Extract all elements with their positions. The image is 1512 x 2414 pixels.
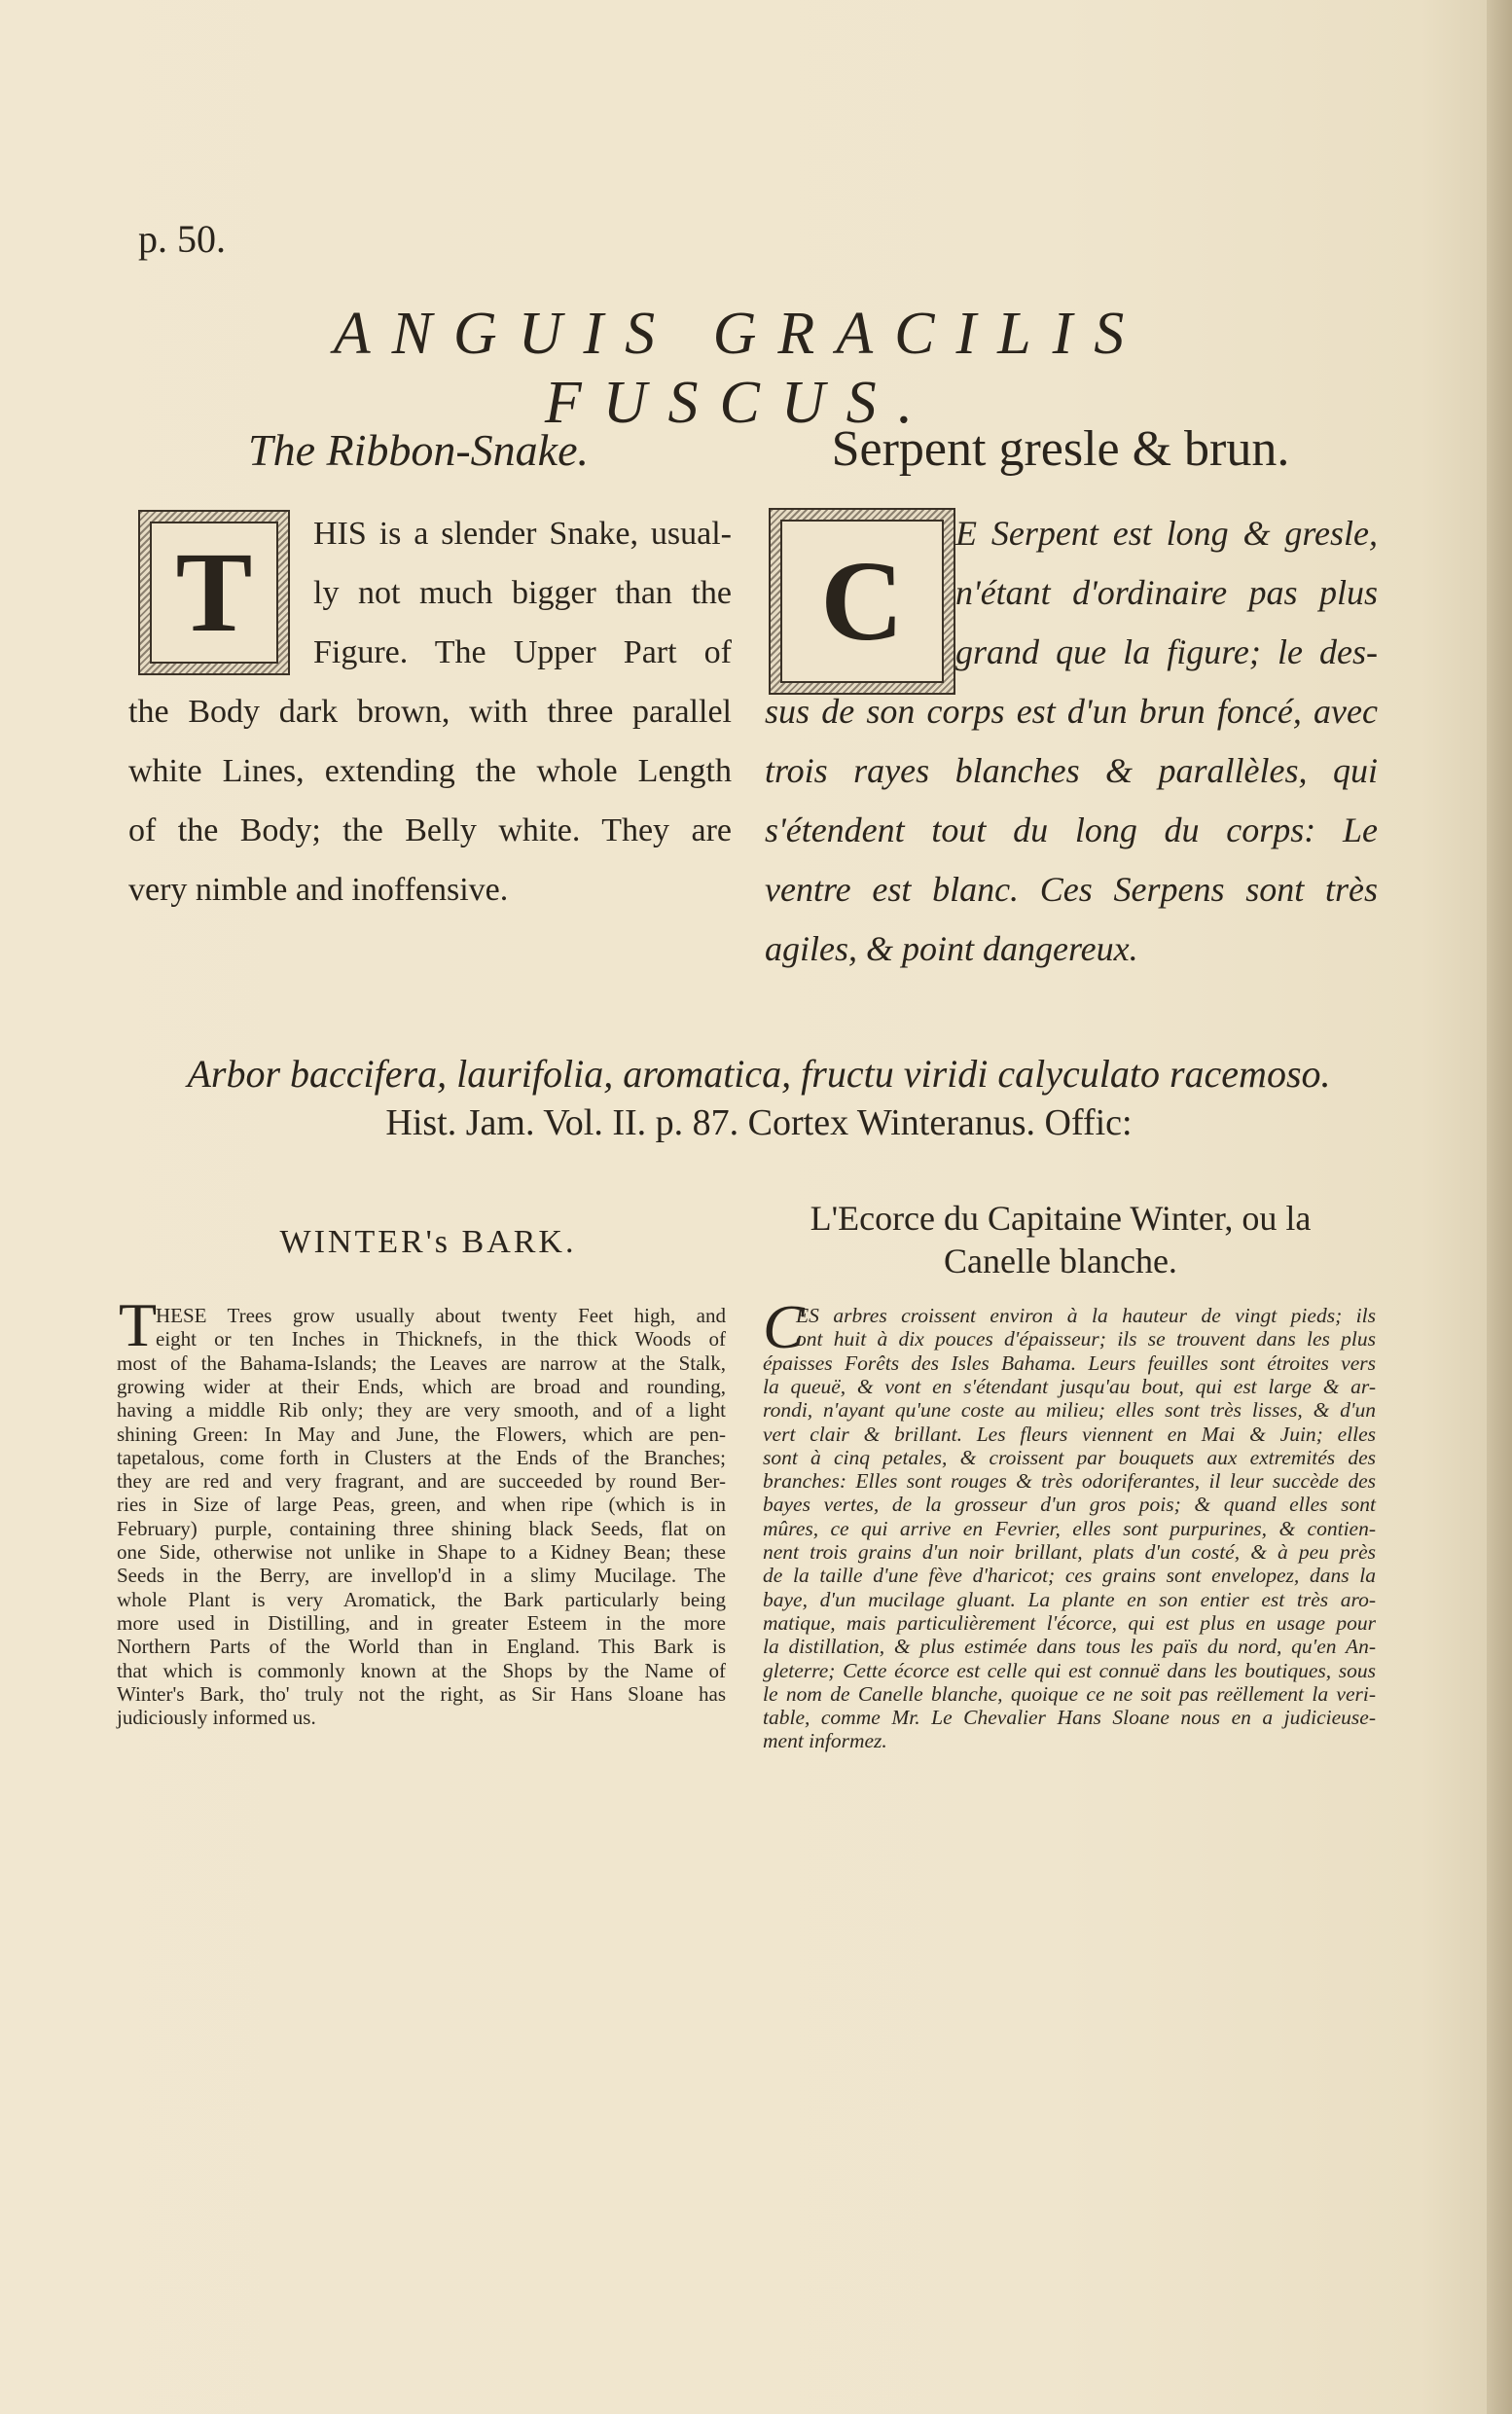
text-line: growing wider at their Ends, which are broad and rounding, (117, 1374, 726, 1398)
text-line: nent trois grains d'un noir brillant, plats d'un costé, & à peu près (763, 1540, 1376, 1564)
text-line: ventre est blanc. Ces Serpens sont très (765, 870, 1378, 909)
text-line: very nimble and inoffensive. (128, 872, 509, 908)
text-line: the Body dark brown, with three parallel (128, 694, 732, 730)
text-line: ment informez. (763, 1729, 887, 1753)
text-line: HESE Trees grow usually about twenty Feet high, and (156, 1304, 726, 1327)
text-line: Figure. The Upper Part of (313, 634, 732, 670)
text-line: ES arbres croissent environ à la hauteur de vingt pieds; ils (796, 1304, 1376, 1327)
page-title: ANGUIS GRACILIS FUSCUS. (333, 301, 1146, 436)
text-line: judiciously informed us. (117, 1706, 316, 1730)
text-line: grand que la figure; le des- (955, 632, 1378, 671)
french-drop-cap (769, 508, 955, 695)
english-drop-cap (138, 510, 290, 675)
text-line: HIS is a slender Snake, usual- (313, 516, 732, 552)
text-line: most of the Bahama-Islands; the Leaves are narrow at the Stalk, (117, 1351, 726, 1375)
page-reference: p. 50. (138, 217, 226, 261)
text-line: ont huit à dix pouces d'épaisseur; ils se trouvent dans les plus (796, 1327, 1376, 1351)
text-line: matique, mais particulièrement l'écorce, qui est plus en usage pour (763, 1610, 1376, 1635)
text-line: de la taille d'une fève d'haricot; ces grains sont envelopez, dans la (763, 1564, 1376, 1588)
text-line: branches: Elles sont rouges & très odoriferantes, il leur succède des (763, 1469, 1376, 1494)
text-line: rondi, n'ayant qu'une coste au milieu; elles sont très lisses, & d'un (763, 1398, 1376, 1423)
text-line: tapetalous, come forth in Clusters at the Ends of the Branches; (117, 1445, 726, 1469)
text-line: one Side, otherwise not unlike in Shape to a Kidney Bean; these (117, 1540, 726, 1564)
text-line: vert clair & brillant. Les fleurs viennent en Mai & Juin; elles (763, 1422, 1376, 1446)
text-line: of the Body; the Belly white. They are (128, 812, 732, 848)
english-heading: The Ribbon-Snake. (247, 425, 590, 475)
text-line: ries in Size of large Peas, green, and when ripe (which is in (117, 1493, 726, 1517)
text-line: n'étant d'ordinaire pas plus (955, 573, 1378, 612)
text-line: bayes vertes, de la grosseur d'un gros pois; & quand elles sont (763, 1493, 1376, 1517)
winters-bark-drop-cap: T (119, 1290, 158, 1359)
text-line: la queuë, & vont en s'étendant jusqu'au bout, qui est large & ar- (763, 1374, 1376, 1398)
ecorce-heading (759, 1197, 1362, 1282)
ecorce-heading-line1: L'Ecorce du Capitaine Winter, ou la (810, 1199, 1312, 1238)
text-line: sus de son corps est d'un brun foncé, avec (765, 692, 1378, 731)
text-line: trois rayes blanches & parallèles, qui (765, 751, 1378, 790)
text-line: whole Plant is very Aromatick, the Bark particularly being (117, 1587, 726, 1611)
text-line: Northern Parts of the World than in England. This Bark is (117, 1635, 726, 1659)
text-line: shining Green: In May and June, the Flowers, which are pen- (117, 1422, 726, 1446)
text-line: épaisses Forêts des Isles Bahama. Leurs feuilles sont étroites vers (763, 1351, 1376, 1375)
plant-reference-line1: Arbor baccifera, laurifolia, aromatica, fructu viridi calyculato racemoso. (187, 1052, 1331, 1096)
ecorce-drop-cap: C (763, 1292, 805, 1361)
ecorce-heading-line2: Canelle blanche. (944, 1242, 1177, 1280)
text-line: baye, d'un mucilage gluant. La plante en son entier est très aro- (763, 1587, 1376, 1611)
text-line: more used in Distilling, and in greater Esteem in the more (117, 1610, 726, 1635)
text-line: they are red and very fragrant, and are succeeded by round Ber- (117, 1469, 726, 1494)
page-edge (1487, 0, 1512, 2414)
text-line: Seeds in the Berry, are invellop'd in a slimy Mucilage. The (117, 1564, 726, 1588)
winters-bark-heading: WINTER's BARK. (279, 1224, 577, 1260)
text-line: having a middle Rib only; they are very smooth, and of a light (117, 1398, 726, 1423)
text-line: ly not much bigger than the (313, 575, 732, 611)
text-line: la distillation, & plus estimée dans tous les païs du nord, qu'en An- (763, 1635, 1376, 1659)
text-line: sont à cinq petales, & croissent par bouquets aux extremités des (763, 1445, 1376, 1469)
text-line: gleterre; Cette écorce est celle qui est connuë dans les boutiques, sous (763, 1658, 1376, 1682)
text-line: that which is commonly known at the Shops by the Name of (117, 1658, 726, 1682)
french-heading: Serpent gresle & brun. (831, 421, 1290, 477)
text-line: s'étendent tout du long du corps: Le (765, 811, 1378, 849)
text-line: eight or ten Inches in Thicknefs, in the thick Woods of (156, 1327, 726, 1351)
text-line: Winter's Bark, tho' truly not the right, as Sir Hans Sloane has (117, 1681, 726, 1706)
text-line: February) purple, containing three shining black Seeds, flat on (117, 1516, 726, 1540)
text-line: agiles, & point dangereux. (765, 929, 1138, 968)
plant-reference-line2: Hist. Jam. Vol. II. p. 87. Cortex Winteranus. Offic: (385, 1102, 1133, 1143)
drop-cap-letter: T (175, 528, 253, 656)
text-line: E Serpent est long & gresle, (955, 514, 1378, 553)
text-line: white Lines, extending the whole Length (128, 753, 732, 789)
text-line: mûres, ce qui arrive en Fevrier, elles sont purpurines, & contien- (763, 1516, 1376, 1540)
text-line: le nom de Canelle blanche, quoique ce ne soit pas reëllement la veri- (763, 1681, 1376, 1706)
text-line: table, comme Mr. Le Chevalier Hans Sloane nous en a judicieuse- (763, 1706, 1376, 1730)
drop-cap-letter: C (820, 537, 904, 665)
